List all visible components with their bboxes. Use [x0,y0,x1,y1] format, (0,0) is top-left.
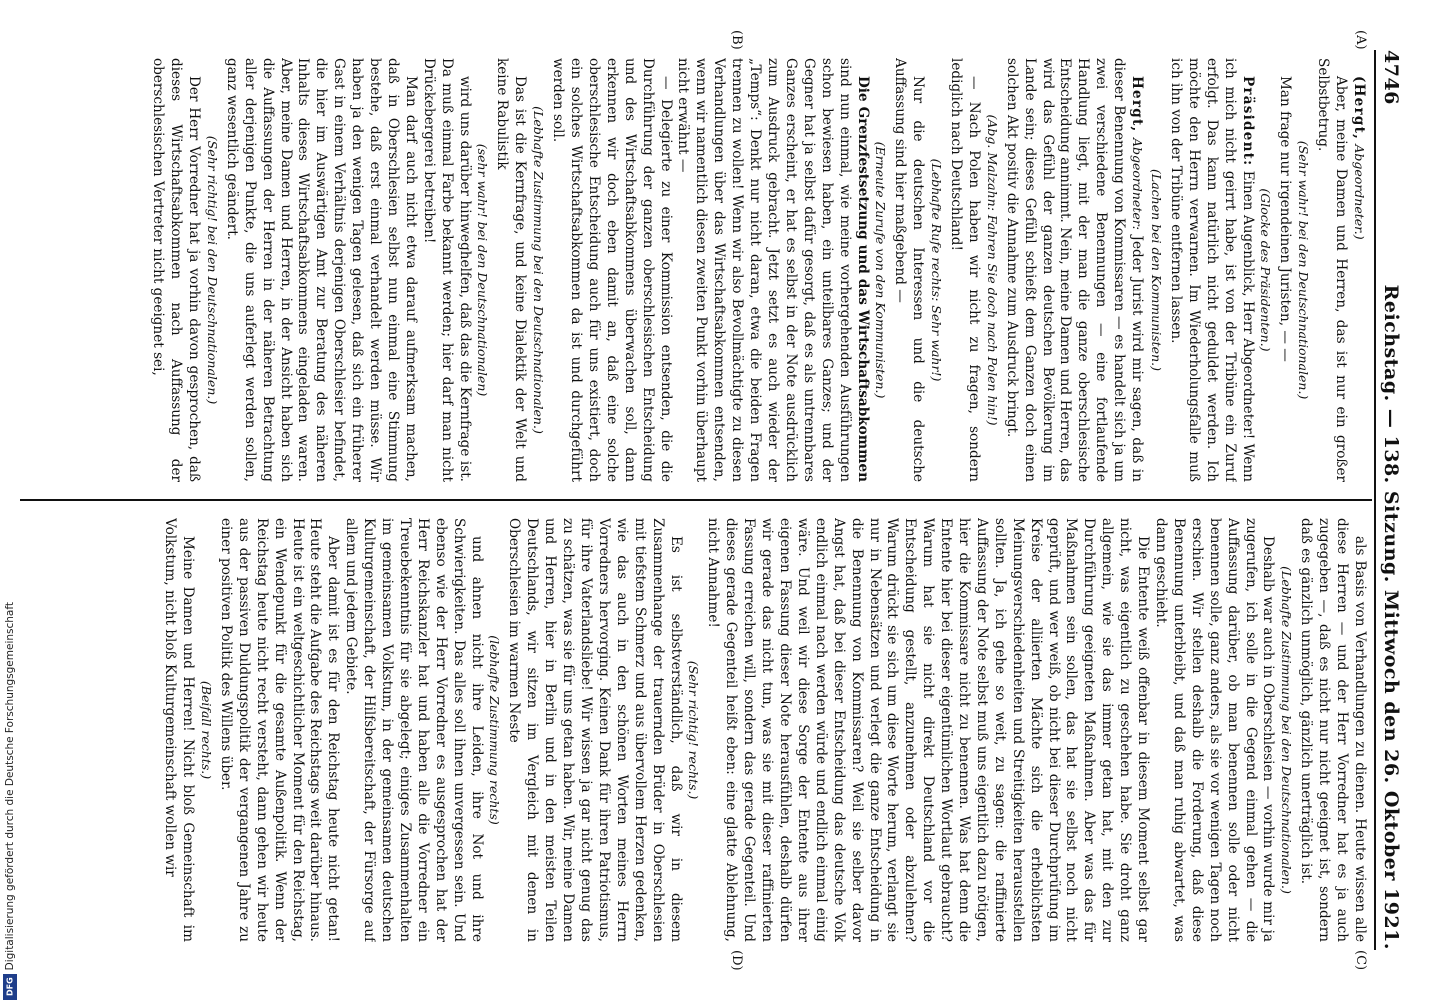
paragraph: Das ist die Kernfrage, und keine Dialektik der Welt und keine Rabulistik [494,58,529,482]
stage-direction: (Sehr richtig! bei den Deutschnationalen.) [204,135,220,405]
speech-text: Einen Augenblick, Herr Abgeordneter! Wenn ich mich nicht geirrt habe, ist von der Tribüne ein Zuruf erfolgt. Das kann natürlich nicht geduldet werden. Ich möchte den Herrn verwarnen. Im Wiederholungsfalle muß ich ihn von der Tribüne entfernen lassen. [1167,58,1256,482]
left-text-column [20,58,1368,482]
column-divider [20,499,1372,501]
stage-direction: (Beifall rechts.) [199,680,214,780]
digitization-credit [0,570,20,1000]
speaker-role: Abgeordneter.) [1352,144,1367,240]
paragraph: Der Herr Vorredner hat ja vorhin davon gesprochen, daß dieses Wirtschaftsabkommen nach Auffassung der oberschlesischen Vertreter nicht geeignet sei, [150,58,202,482]
paragraph: als Basis von Verhandlungen zu dienen. Heute wissen alle diese Herren — und der Herr Vorredner hat es ja auch zugegeben —, daß es nicht nur nicht geeignet ist, sondern daß es gänzlich unmöglich, gänzlich unerträglich ist. [1298,518,1368,942]
speaker-name: Hergt, [1129,76,1146,133]
stage-direction: (Sehr wahr! bei den Deutschnationalen.) [1296,140,1312,400]
header-rule [1374,50,1376,950]
speaker-role: Abgeordneter: [1130,137,1146,230]
stage-direction: (Erneute Zurufe von den Kommunisten.) [873,141,889,399]
speaker-continuation [1349,58,1368,482]
paragraph: und ahnen nicht ihre Leiden, ihre Not und ihre Schwierigkeiten. Das alles soll ihnen unvergessen sein. Und ebenso wie der Herr Vorredner es ausgesprochen hat der Herr Reichskanzler hat und haben alle die Vorredner ein Treuebekenntnis für sie abgelegt; einiges Zusammenhalten im gemeinsamen Volkstum, in der gemeinsamen deutschen Kulturgemeinschaft, der Hilfsbereitschaft, der Fürsorge auf allem und jedem Gebiete. [343,518,485,942]
paragraph: Deshalb war auch in Oberschlesien — vorhin wurde mir ja zugerufen, ich solle in die Gegend einmal gehen — die Auffassung darüber, ob man benennen solle oder nicht benennen solle, ganz anders, als sie vor wenigen Tagen noch erschien. Wir stellen deshalb die Forderung, daß diese Benennung unterbleibt, und daß man ruhig abwartet, was dann geschieht. [1153,518,1277,942]
margin-mark-b: (B) [729,30,744,50]
stage-direction: (lebhafte Zustimmung rechts) [487,635,503,825]
stage-direction: (Lachen bei den Kommunisten.) [1149,169,1165,371]
paragraph: Die Entente weiß offenbar in diesem Moment selbst gar nicht, was eigentlich zu geschehen habe. Sie droht ganz allgemein, wie sie das immer getan hat, mit den zur Durchführung geeigneten Maßnahmen. Aber was das für Maßnahmen sein sollen, das hat sie selbst noch nicht geprüft, und wer weiß, ob nicht bei dieser Durchprüfung im Kreise der alliierten Mächte sich die erheblichsten Meinungsverschiedenheiten und Streitigkeiten herausstellen sollten. Ja, ich gehe so weit, zu sagen: die raffinierte Auffassung der Note selbst muß uns eigentlich dazu nötigen, hier die Kommissare nicht zu benennen. Was hat denn die Entente hier bei dieser eigentümlichen Wortlaut gebraucht? Warum hat sie nicht direkt Deutschland vor die Entscheidung gestellt, anzunehmen oder abzulehnen? Warum drückt sie sich um diese Worte herum, verlangt sie nur in Nebensätzen und verlegt die ganze Entscheidung in die Benennung von Kommissaren? Weil sie selber davor Angst hat, daß bei dieser Entscheidung das deutsche Volk endlich einmal nach werden würde und endlich einmal einig wäre. Und weil wir diese Sorge der Entente aus ihrer eigenen Fassung dieser Note herausfühlen, deshalb dürfen wir gerade das nicht tun, was sie mit dieser raffinierten Fassung erreichen will, sondern das gerade Gegenteil. Und dieses gerade Gegenteil heißt eben: eine glatte Ablehnung, nicht Annahme! [705,518,1152,942]
paragraph: Es ist selbstverständlich, daß wir in diesem Zusammenhange der trauernden Brüder in Oberschlesien mit tiefstem Schmerz und aus übervollem Herzen gedenken, wie das auch in den schönen Worten meines Herrn Vorredners hervorging. Keinen Dank für ihren Patriotismus, für ihre Vaterlandsliebe! Wir wissen ja gar nicht genug das zu schätzen, was sie für uns getan haben. Wir, meine Damen und Herren, hier in Berlin und in den meisten Teilen Deutschlands, wir sitzen im Vergleich mit denen in Oberschlesien im warmen Neste [506,518,684,942]
paragraph-text: sind nun einmal, wie meine vorhergehenden Ausführungen schon bewiesen haben, ein unteilbares Ganzes; und der Gegner hat ja selbst dafür gesorgt, daß es als untrennbares Ganzes erscheint, er hat es selbst in der Note ausdrücklich zum Ausdruck gebracht. Jetzt setzt es auch wieder der „Temps“: Denkt nur nicht daran, etwa die beiden Fragen trennen zu wollen! Wenn wir also Bevollmächtigte zu diesen Verhandlungen über das Wirtschaftsabkommen entsenden, wenn wir namentlich diesen zweiten Punkt vorhin überhaupt nicht erwähnt — [675,58,853,482]
paragraph: — Nach Polen haben wir nicht zu fragen, sondern lediglich nach Deutschland! [948,58,982,482]
margin-mark-a: (A) [1353,30,1368,50]
stage-direction: (Glocke des Präsidenten.) [1258,188,1274,352]
running-title: Reichstag. — 138. Sitzung. Mittwoch den 26. Oktober 1921. [1380,284,1402,950]
right-text-column [20,518,1368,942]
speaker-name: (Hergt, [1351,76,1367,141]
running-head [1380,50,1414,950]
speech-president [1166,58,1256,482]
paragraph: Man frage nur irgendeinen Juristen, — — [1277,76,1294,362]
speaker-name: Präsident: [1239,76,1256,167]
page-number: 4746 [1380,50,1402,105]
emphasized-text: Die Grenzfestsetzung und das Wirtschaftsabkommen [854,76,871,482]
paragraph: Nur die deutschen Interessen und die deutsche Auffassung sind hier maßgebend — [892,58,927,482]
paragraph: Aber damit ist es für den Reichstag heute nicht getan! Heute steht die Aufgabe des Reichstags weit darüber hinaus. Heute ist ein weltgeschichtlicher Moment für den Reichstag, ein Wendepunkt für die gesamte Außenpolitik. Wenn der Reichstag heute nicht recht versteht, dann gehen wir heute aus der passiven Duldungspolitik der vergangenen Jahre zu einer positiven Politik des Willens über. [217,518,342,942]
speech-text: Jeder Jurist wird mir sagen, daß in dieser Benennung von Kommissaren — es handelt sich ja um zwei verschiedene Benennungen — eine fortlaufende Handlung liegt, mit der man die ganze oberschlesische Entscheidung annimmt. Nein, meine Damen und Herren, das wird das Gefühl der ganzen deutschen Bevölkerung im Lande sein; dieses Gefühl schießt dem Ganzen doch einen solchen Akt positiv die Annahme zum Ausdruck bringt. [1003,58,1146,482]
stage-direction: (Lebhafte Zustimmung bei den Deutschnationalen.) [1279,566,1295,894]
speech-hergt [1002,58,1146,482]
paragraph: wird uns darüber hinweghelfen, daß das die Kernfrage ist. Da muß einmal Farbe bekannt werden; hier darf man nicht Drückebergerei betreiben! [420,58,473,482]
stage-direction: (Lebhafte Zustimmung bei den Deutschnationalen.) [531,106,547,434]
margin-mark-d: (D) [729,950,744,971]
margin-mark-c: (C) [1353,950,1368,971]
paragraph: Aber, meine Damen und Herren, das ist nur ein großer Selbstbetrug. [1315,58,1350,482]
stage-direction: (sehr wahr! bei den Deutschnationalen) [475,143,491,397]
paragraph: Man darf auch nicht etwa darauf aufmerksam machen, daß in Oberschlesien selbst nun einmal eine Stimmung bestehe, daß erst einmal verhandelt werden müsse. Wir haben ja den wenigen Tagen gelesen, daß sich ein früherer Gast in einem Verhältnis derjenigen Oberschlesier befindet, die hier im Auswärtigen Amt zur Beratung des näheren Inhalts dieses Wirtschaftsabkommens eingeladen waren. Aber, meine Damen und Herren, in der Ansicht haben sich die Auffassungen der Herren in der näheren Betrachtung aller derjenigen Punkte, die uns auferlegt werden sollen, ganz wesentlich geändert. [223,58,419,482]
paragraph-emphasis [674,58,871,482]
paragraph: Meine Damen und Herren! Nicht bloß Gemeinschaft im Volkstum, nicht bloß Kulturgemeinschaft wollen wir [162,518,197,942]
dfg-logo-icon: DFG [3,974,17,1000]
stage-direction: (Abg. Malzahn: Fahren Sie doch nach Polen hin!) [984,114,1000,426]
stage-direction: (Sehr richtig! rechts.) [686,660,702,800]
stage-direction: (Lebhafte Rufe rechts: Sehr wahr!) [929,158,945,382]
credit-text: Digitalisierung gefördert durch die Deutsche Forschungsgemeinschaft [4,601,16,970]
paragraph: — Delegierte zu einer Kommission entsenden, die die Durchführung der ganzen oberschlesischen Entscheidung und des Wirtschaftsabkommens überwachen soll, dann erkennen wir doch eben damit an, daß eine solche oberschlesische Entscheidung auch für uns existiert, doch ein solches Wirtschaftsabkommen da ist und durchgeführt werden soll. [550,58,674,482]
